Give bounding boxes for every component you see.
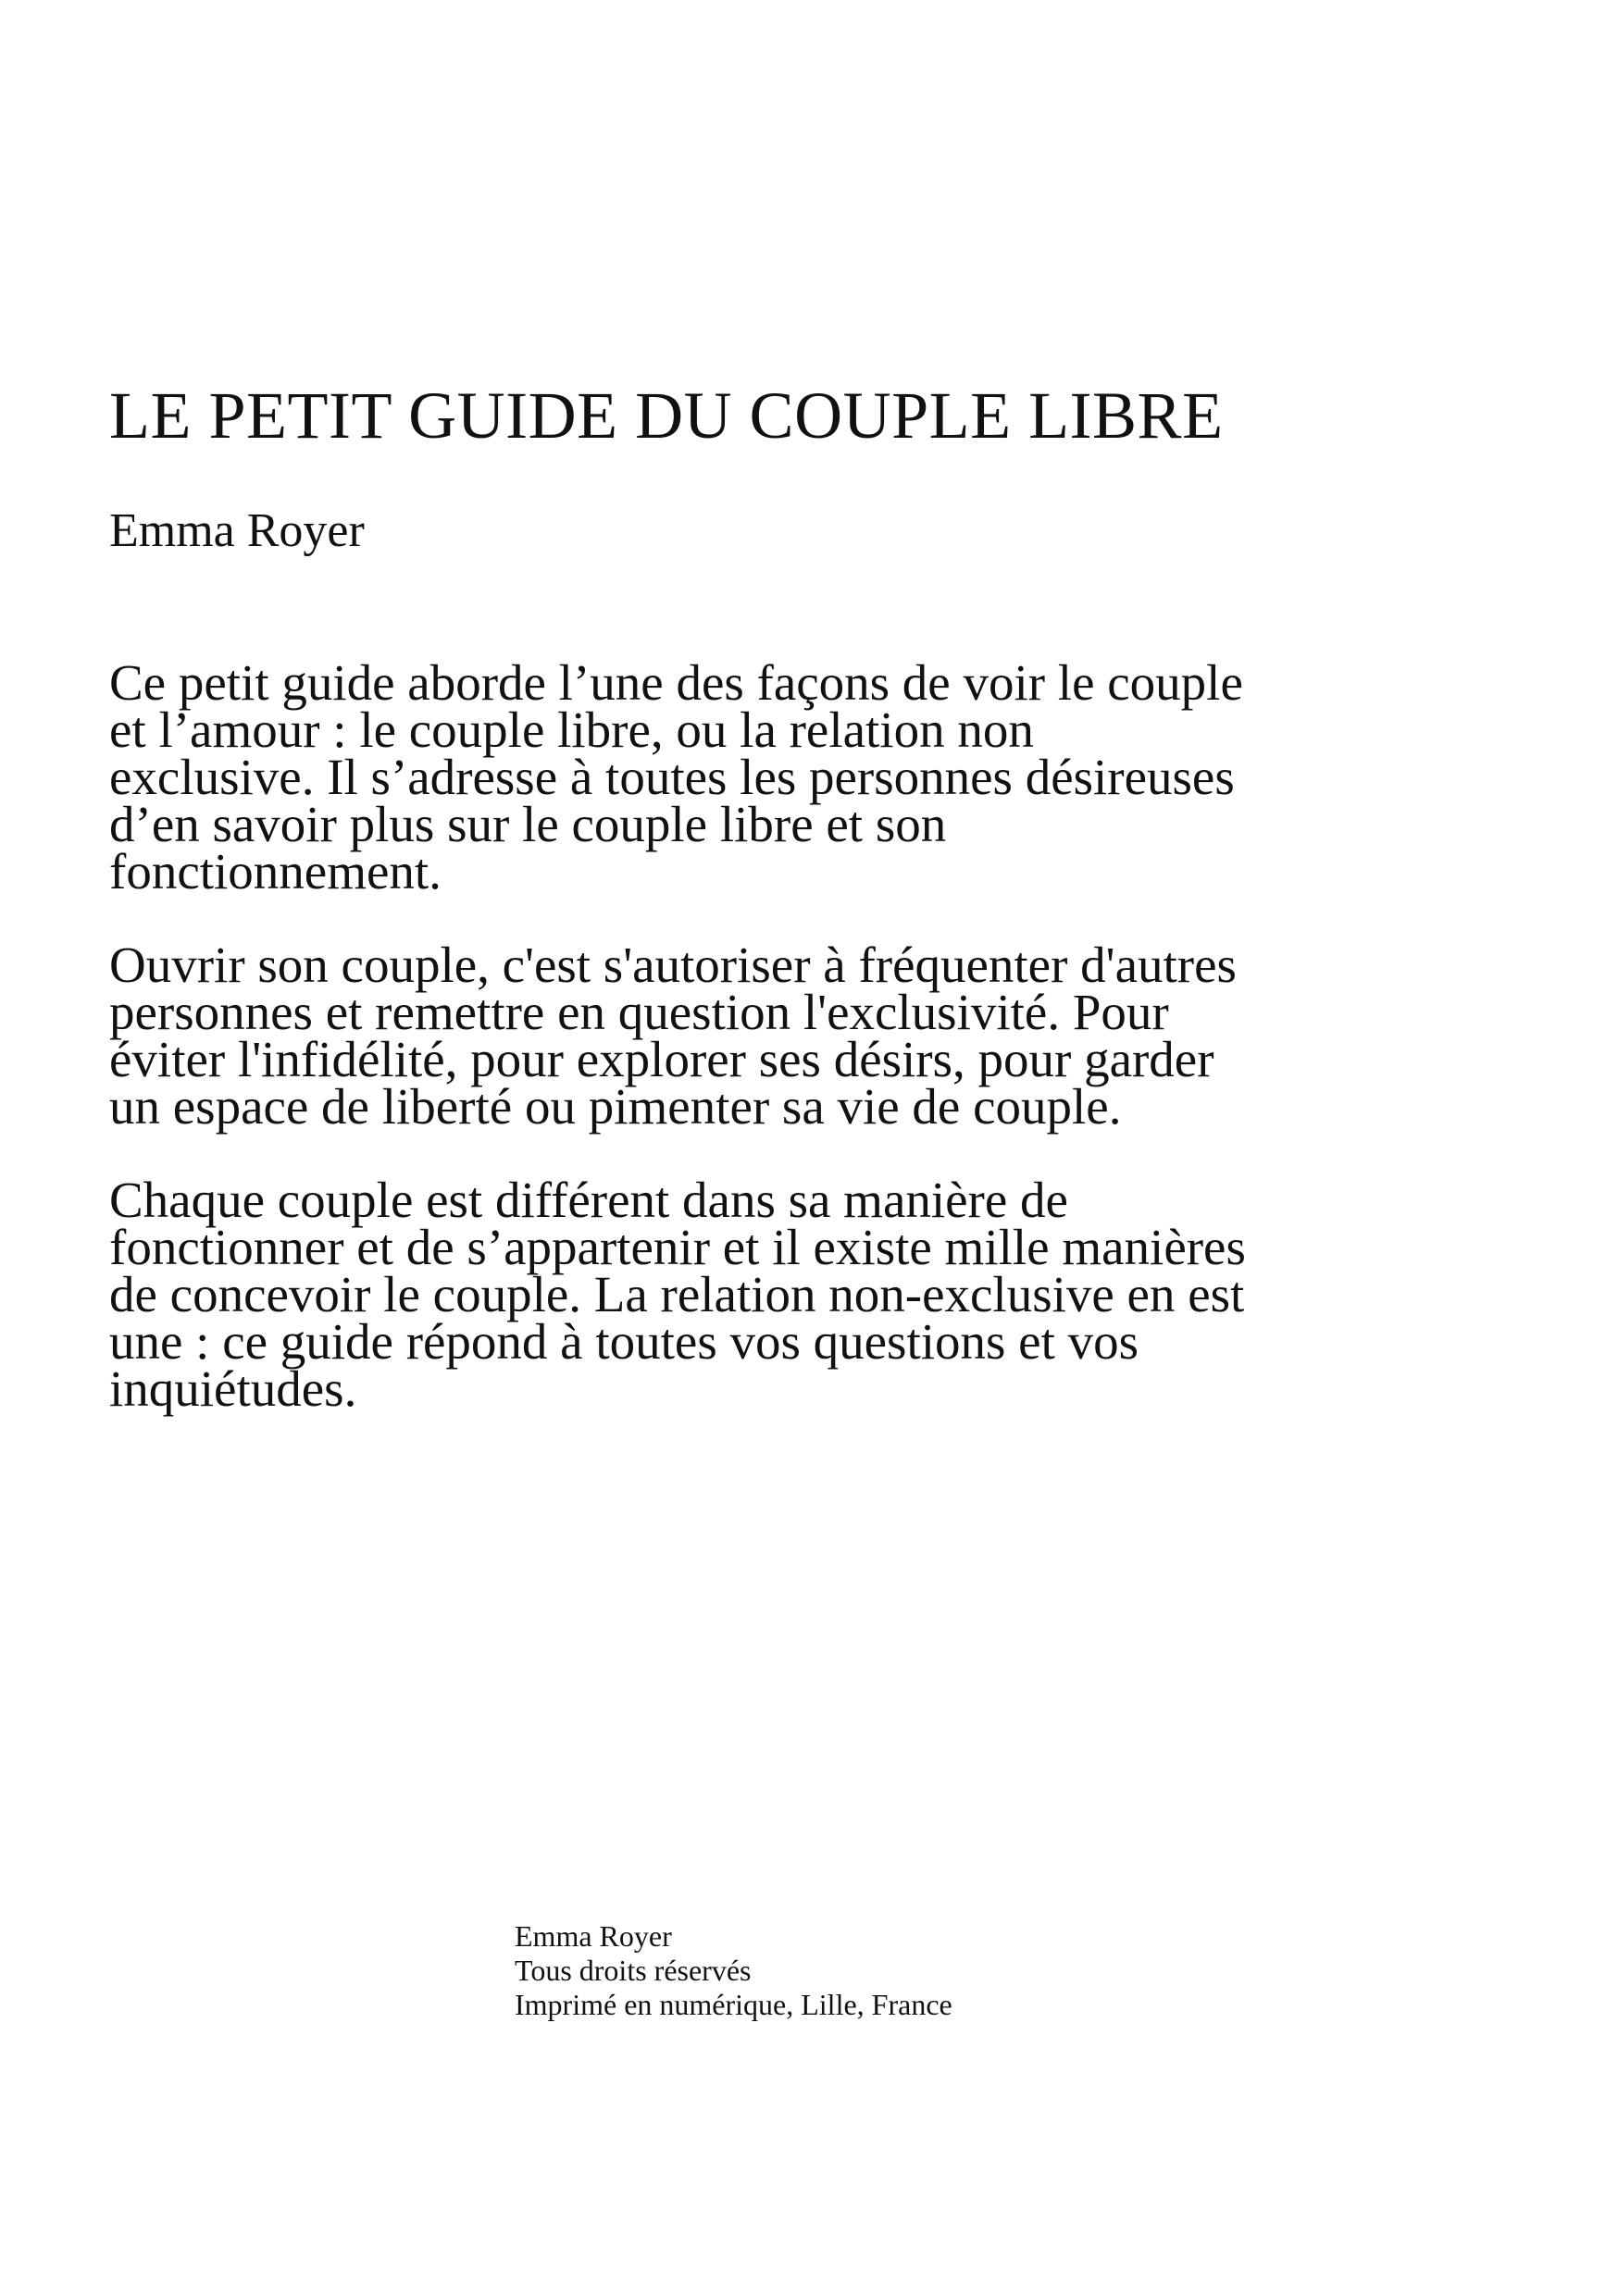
colophon-printing: Imprimé en numérique, Lille, France: [515, 1988, 952, 2021]
author-name: Emma Royer: [109, 504, 365, 557]
colophon: [515, 1919, 952, 2022]
document-title: LE PETIT GUIDE DU COUPLE LIBRE: [109, 379, 1224, 453]
paragraph: Ouvrir son couple, c'est s'autoriser à fréquenter d'autres personnes et remettre en question l'exclusivité. Pour éviter l'infidélité, pour explorer ses désirs, pour garder un espace de liberté ou pimenter sa vie de couple.: [109, 937, 1237, 1135]
colophon-rights: Tous droits réservés: [515, 1954, 752, 1987]
paragraph: Chaque couple est différent dans sa manière de fonctionner et de s’appartenir et il existe mille manières de concevoir le couple. La relation non-exclusive en est une : ce guide répond à toutes vos questions et vos inquiétudes.: [109, 1172, 1246, 1417]
paragraph: Ce petit guide aborde l’une des façons de voir le couple et l’amour : le couple libre, ou la relation non exclusive. Il s’adresse à toutes les personnes désireuses d’en savoir plus sur le couple libre et son fonctionnement.: [109, 654, 1243, 900]
introduction-text: [109, 654, 1248, 1458]
colophon-author: Emma Royer: [515, 1919, 672, 1953]
